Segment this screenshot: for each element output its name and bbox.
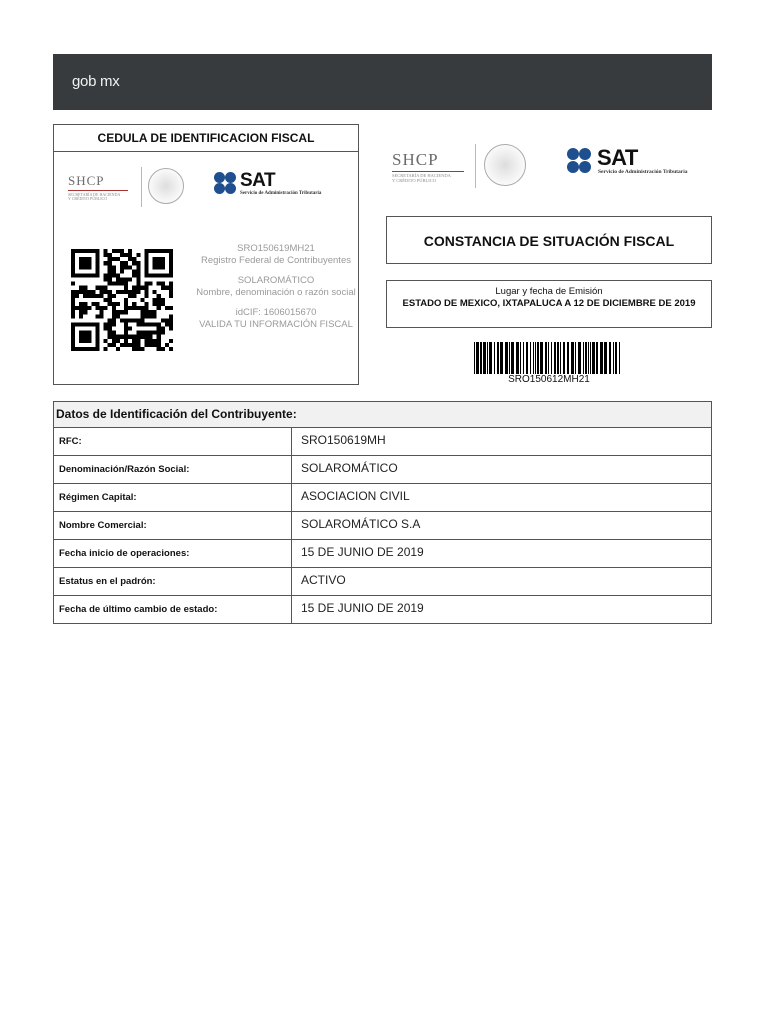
cedula-info bbox=[196, 243, 356, 331]
taxpayer-data-table bbox=[53, 401, 712, 624]
mexico-seal-icon-large bbox=[484, 144, 526, 186]
qr-code[interactable] bbox=[71, 249, 173, 351]
shcp-logo: SHCP SECRETARÍA DE HACIENDA Y CRÉDITO PÚBLICO bbox=[68, 173, 132, 202]
barcode bbox=[474, 342, 620, 374]
idcif: idCIF: 1606015670 bbox=[235, 307, 317, 318]
shcp-logo-large: SHCP SECRETARÍA DE HACIENDA Y CRÉDITO PÚBLICO bbox=[392, 150, 472, 184]
row-label: RFC: bbox=[54, 428, 292, 455]
table-row bbox=[54, 456, 711, 484]
row-value: SOLAROMÁTICO bbox=[301, 461, 398, 475]
sat-logo-large: SAT Servicio de Administración Tributaria bbox=[567, 148, 713, 180]
rfc-caption: Registro Federal de Contribuyentes bbox=[201, 255, 351, 266]
emission-label: Lugar y fecha de Emisión bbox=[495, 286, 603, 297]
emission-place-date: ESTADO DE MEXICO, IXTAPALUCA A 12 DE DICIEMBRE DE 2019 bbox=[402, 298, 696, 309]
gob-header-bar bbox=[53, 54, 712, 110]
mexico-seal-icon bbox=[148, 168, 184, 204]
gob-mx-logo[interactable]: gob mx bbox=[72, 73, 120, 90]
table-row bbox=[54, 512, 711, 540]
row-value: 15 DE JUNIO DE 2019 bbox=[301, 545, 424, 559]
taxpayer-name-caption: Nombre, denominación o razón social bbox=[196, 287, 356, 298]
row-label: Denominación/Razón Social: bbox=[54, 456, 292, 483]
table-row bbox=[54, 568, 711, 596]
row-value: SOLAROMÁTICO S.A bbox=[301, 517, 421, 531]
cedula-card bbox=[53, 124, 359, 385]
table-row bbox=[54, 540, 711, 568]
row-label: Fecha inicio de operaciones: bbox=[54, 540, 292, 567]
row-label: Estatus en el padrón: bbox=[54, 568, 292, 595]
table-row bbox=[54, 484, 711, 512]
row-label: Nombre Comercial: bbox=[54, 512, 292, 539]
row-value: SRO150619MH bbox=[301, 433, 386, 447]
barcode-text: SRO150612MH21 bbox=[508, 374, 590, 385]
table-row bbox=[54, 428, 711, 456]
emission-box bbox=[386, 280, 712, 328]
sat-logo: SAT Servicio de Administración Tributaria bbox=[214, 172, 354, 202]
taxpayer-name: SOLAROMÁTICO bbox=[237, 275, 315, 286]
cedula-title: CEDULA DE IDENTIFICACION FISCAL bbox=[54, 125, 358, 152]
row-value: ACTIVO bbox=[301, 573, 346, 587]
table-row bbox=[54, 596, 711, 623]
row-value: ASOCIACION CIVIL bbox=[301, 489, 410, 503]
constancia-title: CONSTANCIA DE SITUACIÓN FISCAL bbox=[386, 216, 712, 264]
row-label: Fecha de último cambio de estado: bbox=[54, 596, 292, 623]
validate-fiscal-info: VALIDA TU INFORMACIÓN FISCAL bbox=[199, 319, 353, 330]
row-label: Régimen Capital: bbox=[54, 484, 292, 511]
rfc-code: SRO150619MH21 bbox=[237, 243, 315, 254]
row-value: 15 DE JUNIO DE 2019 bbox=[301, 601, 424, 615]
taxpayer-data-title: Datos de Identificación del Contribuyente: bbox=[54, 402, 711, 428]
